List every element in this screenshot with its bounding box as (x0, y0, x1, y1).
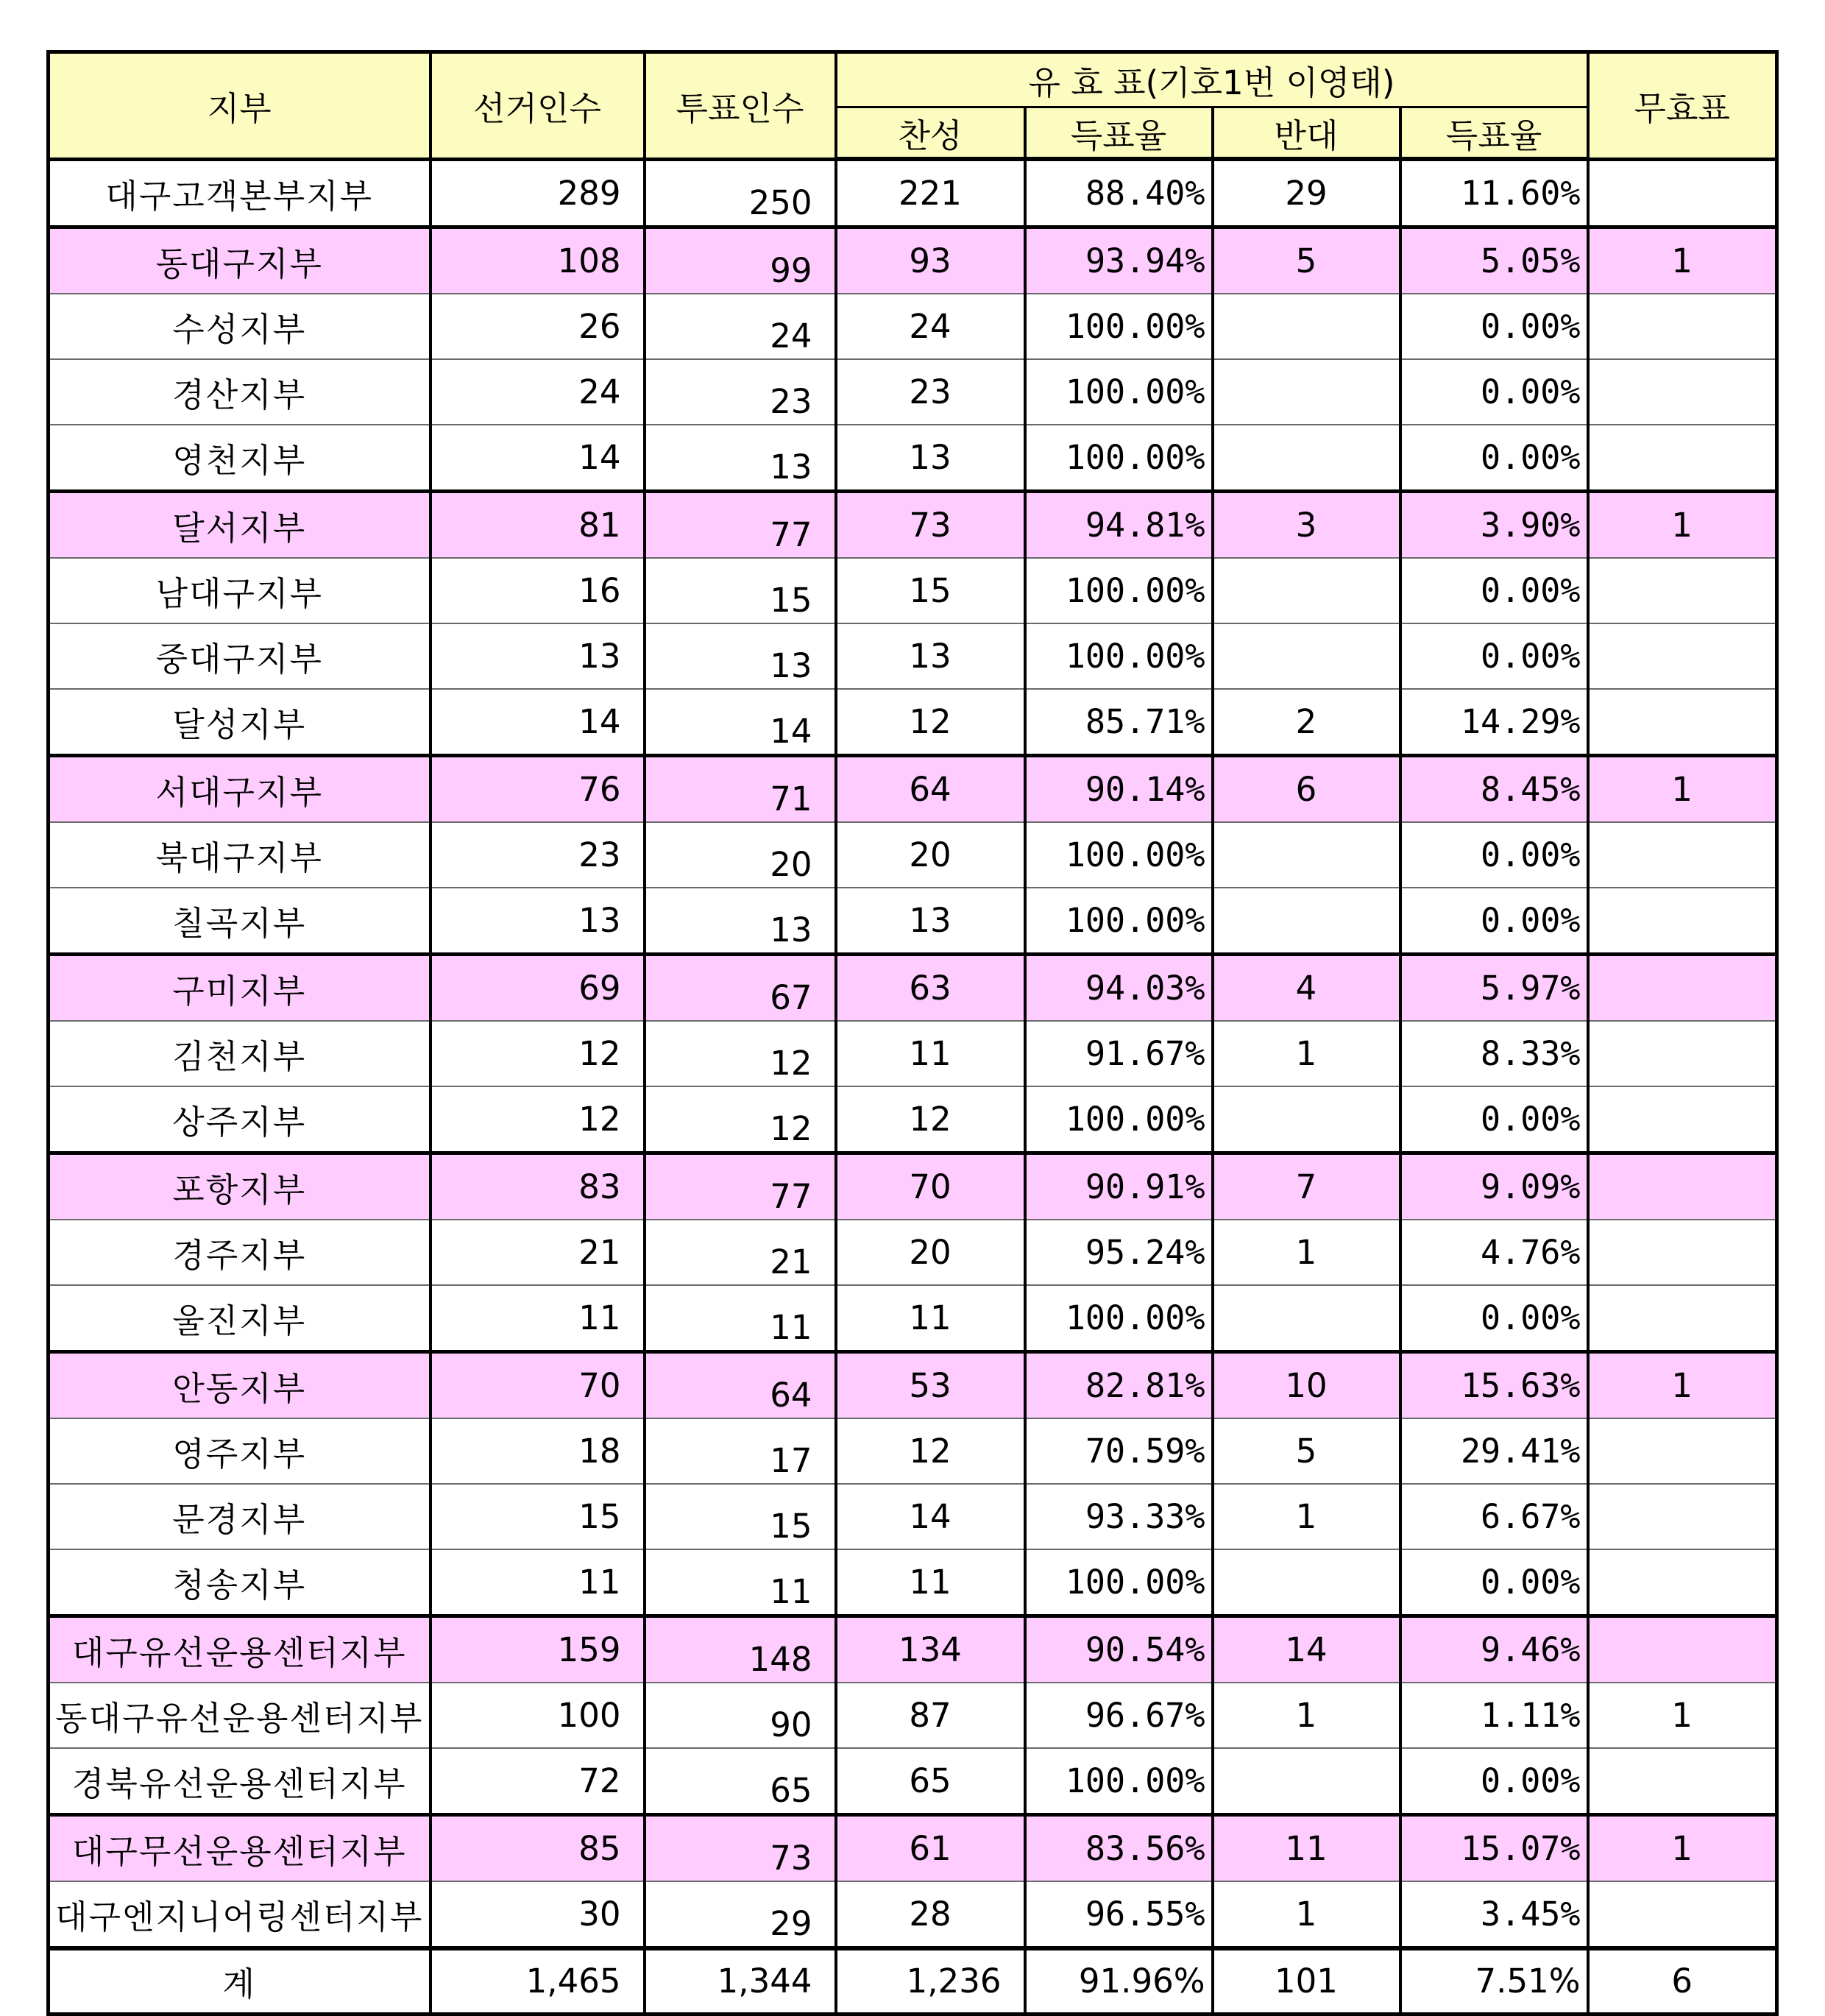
branch-cell: 대구유선운용센터지부 (49, 1616, 430, 1683)
no-rate-cell: 0.00% (1400, 425, 1588, 492)
no-cell (1213, 1285, 1400, 1352)
branch-cell: 상주지부 (49, 1086, 430, 1153)
invalid-cell (1588, 689, 1777, 756)
yes-cell: 13 (836, 888, 1025, 955)
invalid-cell (1588, 1748, 1777, 1815)
total-yes: 1,236 (836, 1948, 1025, 2015)
table-row (49, 1484, 1777, 1549)
header-no-rate: 득표율 (1400, 107, 1588, 160)
yes-rate-cell: 95.24% (1025, 1220, 1213, 1285)
yes-cell: 12 (836, 1086, 1025, 1153)
yes-rate-cell: 100.00% (1025, 294, 1213, 359)
no-cell (1213, 359, 1400, 425)
electors-cell: 16 (430, 558, 645, 623)
voters-cell: 250 (645, 159, 836, 227)
electors-cell: 159 (430, 1616, 645, 1683)
voters-cell: 148 (645, 1616, 836, 1683)
table-row (49, 1683, 1777, 1748)
electors-cell: 72 (430, 1748, 645, 1815)
branch-cell: 칠곡지부 (49, 888, 430, 955)
electors-cell: 83 (430, 1153, 645, 1220)
no-cell: 11 (1213, 1814, 1400, 1881)
invalid-cell (1588, 1549, 1777, 1616)
table-row (49, 689, 1777, 756)
voters-cell: 67 (645, 954, 836, 1021)
no-cell (1213, 425, 1400, 492)
no-rate-cell: 3.45% (1400, 1881, 1588, 1948)
voters-cell: 64 (645, 1351, 836, 1418)
no-rate-cell: 6.67% (1400, 1484, 1588, 1549)
branch-cell: 안동지부 (49, 1351, 430, 1418)
no-rate-cell: 0.00% (1400, 359, 1588, 425)
branch-cell: 청송지부 (49, 1549, 430, 1616)
invalid-cell (1588, 1153, 1777, 1220)
yes-rate-cell: 85.71% (1025, 689, 1213, 756)
table-row (49, 1549, 1777, 1616)
invalid-cell (1588, 1086, 1777, 1153)
table-row (49, 822, 1777, 888)
yes-cell: 61 (836, 1814, 1025, 1881)
invalid-cell (1588, 1881, 1777, 1948)
invalid-cell: 1 (1588, 227, 1777, 294)
yes-cell: 28 (836, 1881, 1025, 1948)
voters-cell: 13 (645, 425, 836, 492)
no-cell: 1 (1213, 1021, 1400, 1086)
electors-cell: 289 (430, 159, 645, 227)
branch-cell: 대구엔지니어링센터지부 (49, 1881, 430, 1948)
electors-cell: 12 (430, 1021, 645, 1086)
voters-cell: 24 (645, 294, 836, 359)
no-cell: 1 (1213, 1683, 1400, 1748)
yes-cell: 70 (836, 1153, 1025, 1220)
table-row (49, 888, 1777, 955)
table-row (49, 1021, 1777, 1086)
table-row (49, 1351, 1777, 1418)
branch-cell: 울진지부 (49, 1285, 430, 1352)
table-row (49, 1086, 1777, 1153)
invalid-cell (1588, 359, 1777, 425)
yes-rate-cell: 93.94% (1025, 227, 1213, 294)
no-cell (1213, 1086, 1400, 1153)
electors-cell: 81 (430, 491, 645, 558)
electors-cell: 70 (430, 1351, 645, 1418)
table-row (49, 425, 1777, 492)
total-label: 계 (49, 1948, 430, 2015)
voters-cell: 73 (645, 1814, 836, 1881)
invalid-cell: 1 (1588, 1683, 1777, 1748)
voters-cell: 17 (645, 1418, 836, 1484)
table-row (49, 294, 1777, 359)
no-rate-cell: 0.00% (1400, 1748, 1588, 1815)
table-row (49, 491, 1777, 558)
no-rate-cell: 0.00% (1400, 1549, 1588, 1616)
yes-cell: 63 (836, 954, 1025, 1021)
table-row (49, 1748, 1777, 1815)
yes-rate-cell: 82.81% (1025, 1351, 1213, 1418)
yes-cell: 14 (836, 1484, 1025, 1549)
total-invalid: 6 (1588, 1948, 1777, 2015)
electors-cell: 26 (430, 294, 645, 359)
branch-cell: 중대구지부 (49, 623, 430, 689)
no-cell: 5 (1213, 1418, 1400, 1484)
no-cell (1213, 558, 1400, 623)
invalid-cell (1588, 1484, 1777, 1549)
total-electors: 1,465 (430, 1948, 645, 2015)
branch-cell: 동대구지부 (49, 227, 430, 294)
electors-cell: 24 (430, 359, 645, 425)
yes-cell: 13 (836, 425, 1025, 492)
voters-cell: 77 (645, 1153, 836, 1220)
branch-cell: 대구고객본부지부 (49, 159, 430, 227)
no-rate-cell: 0.00% (1400, 1285, 1588, 1352)
no-rate-cell: 8.45% (1400, 755, 1588, 822)
yes-rate-cell: 100.00% (1025, 1748, 1213, 1815)
total-no: 101 (1213, 1948, 1400, 2015)
voters-cell: 77 (645, 491, 836, 558)
no-cell: 1 (1213, 1484, 1400, 1549)
no-cell: 1 (1213, 1220, 1400, 1285)
electors-cell: 14 (430, 425, 645, 492)
no-cell (1213, 888, 1400, 955)
yes-rate-cell: 100.00% (1025, 1285, 1213, 1352)
branch-cell: 남대구지부 (49, 558, 430, 623)
invalid-cell (1588, 294, 1777, 359)
yes-cell: 73 (836, 491, 1025, 558)
yes-rate-cell: 100.00% (1025, 425, 1213, 492)
no-cell: 1 (1213, 1881, 1400, 1948)
branch-cell: 북대구지부 (49, 822, 430, 888)
invalid-cell (1588, 558, 1777, 623)
header-electors: 선거인수 (430, 52, 645, 160)
no-cell: 3 (1213, 491, 1400, 558)
yes-rate-cell: 91.67% (1025, 1021, 1213, 1086)
electors-cell: 14 (430, 689, 645, 756)
no-cell: 2 (1213, 689, 1400, 756)
yes-rate-cell: 70.59% (1025, 1418, 1213, 1484)
yes-cell: 11 (836, 1285, 1025, 1352)
yes-cell: 221 (836, 159, 1025, 227)
yes-rate-cell: 88.40% (1025, 159, 1213, 227)
invalid-cell (1588, 888, 1777, 955)
no-rate-cell: 0.00% (1400, 888, 1588, 955)
no-rate-cell: 5.97% (1400, 954, 1588, 1021)
voters-cell: 14 (645, 689, 836, 756)
branch-cell: 영주지부 (49, 1418, 430, 1484)
yes-cell: 64 (836, 755, 1025, 822)
voters-cell: 15 (645, 1484, 836, 1549)
electors-cell: 15 (430, 1484, 645, 1549)
electors-cell: 21 (430, 1220, 645, 1285)
invalid-cell: 1 (1588, 755, 1777, 822)
electors-cell: 12 (430, 1086, 645, 1153)
header-voters: 투표인수 (645, 52, 836, 160)
no-rate-cell: 4.76% (1400, 1220, 1588, 1285)
no-cell: 6 (1213, 755, 1400, 822)
yes-rate-cell: 100.00% (1025, 558, 1213, 623)
table-header (49, 52, 1777, 160)
branch-cell: 경산지부 (49, 359, 430, 425)
branch-cell: 김천지부 (49, 1021, 430, 1086)
no-rate-cell: 3.90% (1400, 491, 1588, 558)
branch-cell: 달성지부 (49, 689, 430, 756)
yes-cell: 12 (836, 689, 1025, 756)
no-rate-cell: 1.11% (1400, 1683, 1588, 1748)
yes-rate-cell: 100.00% (1025, 359, 1213, 425)
table-row (49, 755, 1777, 822)
yes-cell: 11 (836, 1549, 1025, 1616)
branch-cell: 대구무선운용센터지부 (49, 1814, 430, 1881)
branch-cell: 구미지부 (49, 954, 430, 1021)
branch-cell: 영천지부 (49, 425, 430, 492)
invalid-cell (1588, 1285, 1777, 1352)
yes-rate-cell: 100.00% (1025, 1086, 1213, 1153)
branch-cell: 서대구지부 (49, 755, 430, 822)
yes-rate-cell: 90.14% (1025, 755, 1213, 822)
yes-cell: 23 (836, 359, 1025, 425)
no-cell (1213, 1549, 1400, 1616)
yes-rate-cell: 83.56% (1025, 1814, 1213, 1881)
invalid-cell (1588, 425, 1777, 492)
table-body (49, 159, 1777, 1948)
table-row (49, 359, 1777, 425)
header-yes-rate: 득표율 (1025, 107, 1213, 160)
no-rate-cell: 9.46% (1400, 1616, 1588, 1683)
electors-cell: 13 (430, 623, 645, 689)
table-row (49, 159, 1777, 227)
vote-results-table (46, 50, 1779, 2016)
table-row (49, 1814, 1777, 1881)
invalid-cell: 1 (1588, 1351, 1777, 1418)
voters-cell: 90 (645, 1683, 836, 1748)
header-branch: 지부 (49, 52, 430, 160)
total-yes-rate: 91.96% (1025, 1948, 1213, 2015)
branch-cell: 경주지부 (49, 1220, 430, 1285)
branch-cell: 문경지부 (49, 1484, 430, 1549)
no-rate-cell: 15.07% (1400, 1814, 1588, 1881)
table-row (49, 227, 1777, 294)
yes-cell: 20 (836, 1220, 1025, 1285)
voters-cell: 11 (645, 1285, 836, 1352)
no-cell (1213, 822, 1400, 888)
electors-cell: 13 (430, 888, 645, 955)
table-row (49, 1616, 1777, 1683)
voters-cell: 11 (645, 1549, 836, 1616)
total-no-rate: 7.51% (1400, 1948, 1588, 2015)
no-cell: 29 (1213, 159, 1400, 227)
voters-cell: 29 (645, 1881, 836, 1948)
yes-rate-cell: 90.91% (1025, 1153, 1213, 1220)
yes-cell: 134 (836, 1616, 1025, 1683)
no-rate-cell: 29.41% (1400, 1418, 1588, 1484)
yes-cell: 13 (836, 623, 1025, 689)
table-row (49, 1285, 1777, 1352)
electors-cell: 11 (430, 1285, 645, 1352)
no-rate-cell: 8.33% (1400, 1021, 1588, 1086)
yes-cell: 11 (836, 1021, 1025, 1086)
no-rate-cell: 5.05% (1400, 227, 1588, 294)
invalid-cell (1588, 1616, 1777, 1683)
table-row (49, 954, 1777, 1021)
total-voters: 1,344 (645, 1948, 836, 2015)
branch-cell: 수성지부 (49, 294, 430, 359)
yes-rate-cell: 90.54% (1025, 1616, 1213, 1683)
invalid-cell (1588, 822, 1777, 888)
no-rate-cell: 0.00% (1400, 623, 1588, 689)
no-cell (1213, 294, 1400, 359)
yes-rate-cell: 100.00% (1025, 623, 1213, 689)
voters-cell: 71 (645, 755, 836, 822)
branch-cell: 경북유선운용센터지부 (49, 1748, 430, 1815)
electors-cell: 100 (430, 1683, 645, 1748)
yes-cell: 93 (836, 227, 1025, 294)
yes-cell: 15 (836, 558, 1025, 623)
electors-cell: 85 (430, 1814, 645, 1881)
voters-cell: 15 (645, 558, 836, 623)
no-cell (1213, 1748, 1400, 1815)
no-rate-cell: 0.00% (1400, 558, 1588, 623)
electors-cell: 30 (430, 1881, 645, 1948)
voters-cell: 12 (645, 1021, 836, 1086)
branch-cell: 포항지부 (49, 1153, 430, 1220)
yes-rate-cell: 100.00% (1025, 1549, 1213, 1616)
no-rate-cell: 14.29% (1400, 689, 1588, 756)
voters-cell: 23 (645, 359, 836, 425)
no-rate-cell: 0.00% (1400, 294, 1588, 359)
no-rate-cell: 9.09% (1400, 1153, 1588, 1220)
yes-rate-cell: 96.55% (1025, 1881, 1213, 1948)
electors-cell: 108 (430, 227, 645, 294)
branch-cell: 달서지부 (49, 491, 430, 558)
invalid-cell (1588, 1220, 1777, 1285)
header-yes: 찬성 (836, 107, 1025, 160)
yes-rate-cell: 93.33% (1025, 1484, 1213, 1549)
no-rate-cell: 11.60% (1400, 159, 1588, 227)
invalid-cell: 1 (1588, 1814, 1777, 1881)
no-cell: 10 (1213, 1351, 1400, 1418)
invalid-cell (1588, 623, 1777, 689)
voters-cell: 13 (645, 623, 836, 689)
invalid-cell (1588, 1418, 1777, 1484)
no-cell (1213, 623, 1400, 689)
yes-cell: 12 (836, 1418, 1025, 1484)
no-cell: 4 (1213, 954, 1400, 1021)
voters-cell: 20 (645, 822, 836, 888)
voters-cell: 99 (645, 227, 836, 294)
no-rate-cell: 0.00% (1400, 822, 1588, 888)
electors-cell: 69 (430, 954, 645, 1021)
voters-cell: 13 (645, 888, 836, 955)
yes-cell: 87 (836, 1683, 1025, 1748)
electors-cell: 11 (430, 1549, 645, 1616)
no-cell: 7 (1213, 1153, 1400, 1220)
electors-cell: 18 (430, 1418, 645, 1484)
no-cell: 14 (1213, 1616, 1400, 1683)
no-rate-cell: 15.63% (1400, 1351, 1588, 1418)
branch-cell: 동대구유선운용센터지부 (49, 1683, 430, 1748)
yes-cell: 20 (836, 822, 1025, 888)
yes-rate-cell: 94.81% (1025, 491, 1213, 558)
invalid-cell (1588, 159, 1777, 227)
header-no: 반대 (1213, 107, 1400, 160)
voters-cell: 21 (645, 1220, 836, 1285)
table-row (49, 1418, 1777, 1484)
no-cell: 5 (1213, 227, 1400, 294)
invalid-cell: 1 (1588, 491, 1777, 558)
table-row (49, 1881, 1777, 1948)
table-row (49, 1220, 1777, 1285)
table-row (49, 1153, 1777, 1220)
voters-cell: 12 (645, 1086, 836, 1153)
yes-rate-cell: 100.00% (1025, 822, 1213, 888)
no-rate-cell: 0.00% (1400, 1086, 1588, 1153)
invalid-cell (1588, 1021, 1777, 1086)
yes-cell: 24 (836, 294, 1025, 359)
yes-cell: 53 (836, 1351, 1025, 1418)
table-row (49, 558, 1777, 623)
yes-rate-cell: 100.00% (1025, 888, 1213, 955)
table-row (49, 623, 1777, 689)
voters-cell: 65 (645, 1748, 836, 1815)
invalid-cell (1588, 954, 1777, 1021)
yes-cell: 65 (836, 1748, 1025, 1815)
header-invalid: 무효표 (1588, 52, 1777, 160)
electors-cell: 76 (430, 755, 645, 822)
yes-rate-cell: 96.67% (1025, 1683, 1213, 1748)
electors-cell: 23 (430, 822, 645, 888)
header-valid-votes: 유 효 표(기호1번 이영태) (836, 52, 1588, 107)
yes-rate-cell: 94.03% (1025, 954, 1213, 1021)
